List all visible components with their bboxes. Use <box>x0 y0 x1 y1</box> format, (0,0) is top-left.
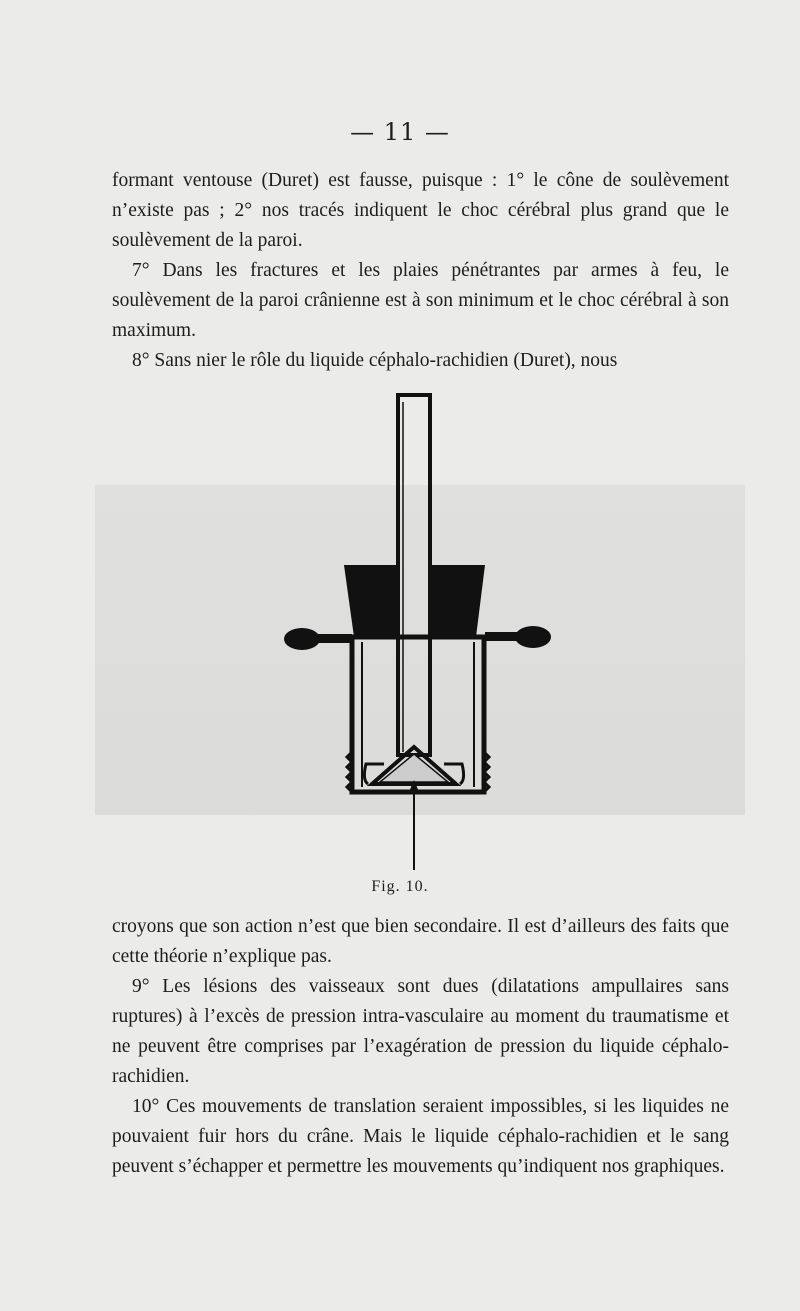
paragraph: croyons que son action n’est que bien secondaire. Il est d’ailleurs des faits que cette théorie n’explique pas. <box>112 916 729 967</box>
handle-right <box>515 626 551 648</box>
paragraph: 7° Dans les fractures et les plaies pénétrantes par armes à feu, le soulèvement de la paroi crânienne est à son minimum et le choc cérébral à son maximum. <box>112 260 729 341</box>
figure-apparatus <box>280 392 560 872</box>
paragraph: 8° Sans nier le rôle du liquide céphalo-rachidien (Duret), nous <box>132 350 618 371</box>
figure-caption: Fig. 10. <box>371 878 429 895</box>
paragraph: 9° Les lésions des vaisseaux sont dues (dilatations ampullaires sans ruptures) à l’excès de pression intra-vasculaire au moment du traumatisme et ne peuvent être comprises par l’exagération de pression du liquide céphalo-rachidien. <box>112 976 729 1087</box>
paragraph: formant ventouse (Duret) est fausse, puisque : 1° le cône de soulèvement n’existe pas ; 2° nos tracés indiquent le choc cérébral plus grand que le soulèvement de la paroi. <box>112 170 729 251</box>
text-block-bottom <box>112 912 729 1182</box>
page-number: — 11 — <box>350 118 450 146</box>
paragraph: 10° Ces mouvements de translation seraient impossibles, si les liquides ne pouvaient fuir hors du crâne. Mais le liquide céphalo-rachidien et le sang peuvent s’échapper et permettre les mouvements qu’indiquent nos graphiques. <box>112 1096 729 1177</box>
text-block-top <box>112 166 729 376</box>
funnel-left <box>344 565 398 637</box>
handle-left <box>284 628 320 650</box>
funnel-right <box>430 565 485 637</box>
